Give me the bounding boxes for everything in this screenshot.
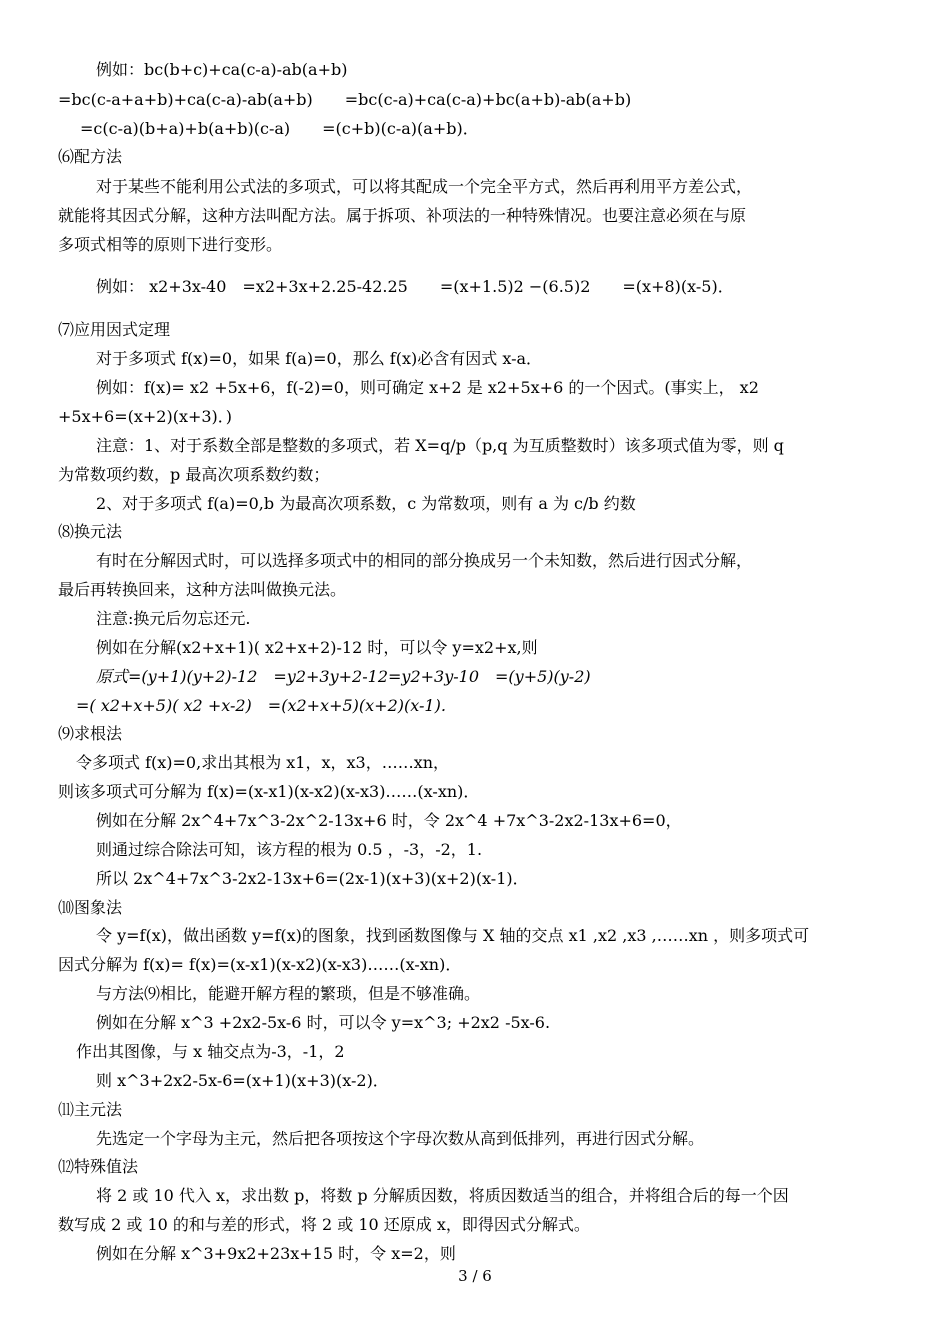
text-line: 数写成 2 或 10 的和与差的形式，将 2 或 10 还原成 x，即得因式分解式。 xyxy=(58,1215,590,1234)
text-line: 因式分解为 f(x)= f(x)=(x-x1)(x-x2)(x-x3)……(x-xn)． xyxy=(58,955,462,974)
text-line: 例如在分解(x2+x+1)( x2+x+2)-12 时，可以令 y=x2+x,则 xyxy=(96,638,538,657)
text-line: 有时在分解因式时，可以选择多项式中的相同的部分换成另一个未知数，然后进行因式分解， xyxy=(96,551,753,570)
text-line: 为常数项约数，p 最高次项系数约数； xyxy=(58,465,330,484)
text-line: 令多项式 f(x)=0,求出其根为 x1，x，x3，……xn， xyxy=(76,753,450,772)
text-line: 例如：f(x)= x2 +5x+6，f(-2)=0，则可确定 x+2 是 x2+5x+6 的一个因式。(事实上， x2 xyxy=(96,378,759,397)
formula-line: 原式=(y+1)(y+2)-12 =y2+3y+2-12=y2+3y-10 =(y+5)(y-2) xyxy=(96,667,591,686)
text-line: 例如在分解 2x^4+7x^3-2x^2-13x+6 时，令 2x^4 +7x^3-2x2-13x+6=0， xyxy=(96,811,682,830)
section-heading: ⑻换元法 xyxy=(58,522,123,541)
section-heading: ⑹配方法 xyxy=(58,147,123,166)
text-line: 则该多项式可分解为 f(x)=(x-x1)(x-x2)(x-x3)……(x-xn)． xyxy=(58,782,480,801)
text-line: +5x+6=(x+2)(x+3)．) xyxy=(58,407,233,426)
text-line: 先选定一个字母为主元，然后把各项按这个字母次数从高到低排列，再进行因式分解。 xyxy=(96,1129,705,1148)
text-line: 最后再转换回来，这种方法叫做换元法。 xyxy=(58,580,347,599)
text-line: 对于某些不能利用公式法的多项式，可以将其配成一个完全平方式，然后再利用平方差公式， xyxy=(96,177,753,196)
text-line: 则通过综合除法可知，该方程的根为 0.5 ，-3，-2，1. xyxy=(96,840,483,859)
text-line: =c(c-a)(b+a)+b(a+b)(c-a) =(c+b)(c-a)(a+b)． xyxy=(80,119,479,138)
section-heading: ⑺应用因式定理 xyxy=(58,320,171,339)
text-line: 就能将其因式分解，这种方法叫配方法。属于拆项、补项法的一种特殊情况。也要注意必须在与原 xyxy=(58,206,747,225)
text-line: 注意:换元后勿忘还元. xyxy=(96,609,251,628)
text-line: 例如：bc(b+c)+ca(c-a)-ab(a+b) xyxy=(96,60,348,79)
text-line: 例如在分解 x^3+9x2+23x+15 时，令 x=2，则 xyxy=(96,1244,456,1263)
text-line: 注意：1、对于系数全部是整数的多项式，若 X=q/p（p,q 为互质整数时）该多项式值为零，则 q xyxy=(96,436,784,455)
page-number: 3 / 6 xyxy=(458,1267,492,1285)
text-line: 与方法⑼相比，能避开解方程的繁琐，但是不够准确。 xyxy=(96,984,481,1003)
section-heading: ⑼求根法 xyxy=(58,724,123,743)
text-line: 多项式相等的原则下进行变形。 xyxy=(58,235,283,254)
text-line: 2、对于多项式 f(a)=0,b 为最高次项系数，c 为常数项，则有 a 为 c/b 约数 xyxy=(96,494,636,513)
text-line: 将 2 或 10 代入 x，求出数 p，将数 p 分解质因数，将质因数适当的组合，并将组合后的每一个因 xyxy=(96,1186,789,1205)
text-line: 对于多项式 f(x)=0，如果 f(a)=0，那么 f(x)必含有因式 x-a． xyxy=(96,349,543,368)
section-heading: ⑿特殊值法 xyxy=(58,1157,139,1176)
formula-line: 例如： x2+3x-40 =x2+3x+2.25-42.25 =(x+1.5)2 −(6.5)2 =(x+8)(x-5)． xyxy=(96,277,734,296)
text-line: 则 x^3+2x2-5x-6=(x+1)(x+3)(x-2)． xyxy=(96,1071,389,1090)
text-line: 所以 2x^4+7x^3-2x2-13x+6=(2x-1)(x+3)(x+2)(x-1)． xyxy=(96,869,529,888)
formula-line: =( x2+x+5)( x2 +x-2) =(x2+x+5)(x+2)(x-1)． xyxy=(76,696,457,715)
text-line: =bc(c-a+a+b)+ca(c-a)-ab(a+b) =bc(c-a)+ca(c-a)+bc(a+b)-ab(a+b) xyxy=(58,90,632,109)
text-line: 例如在分解 x^3 +2x2-5x-6 时，可以令 y=x^3; +2x2 -5x-6. xyxy=(96,1013,551,1032)
text-line: 作出其图像，与 x 轴交点为-3，-1，2 xyxy=(76,1042,345,1061)
section-heading: ⑽图象法 xyxy=(58,898,123,917)
section-heading: ⑾主元法 xyxy=(58,1100,123,1119)
text-line: 令 y=f(x)，做出函数 y=f(x)的图象，找到函数图像与 X 轴的交点 x1 ,x2 ,x3 ,……xn ，则多项式可 xyxy=(96,926,810,945)
